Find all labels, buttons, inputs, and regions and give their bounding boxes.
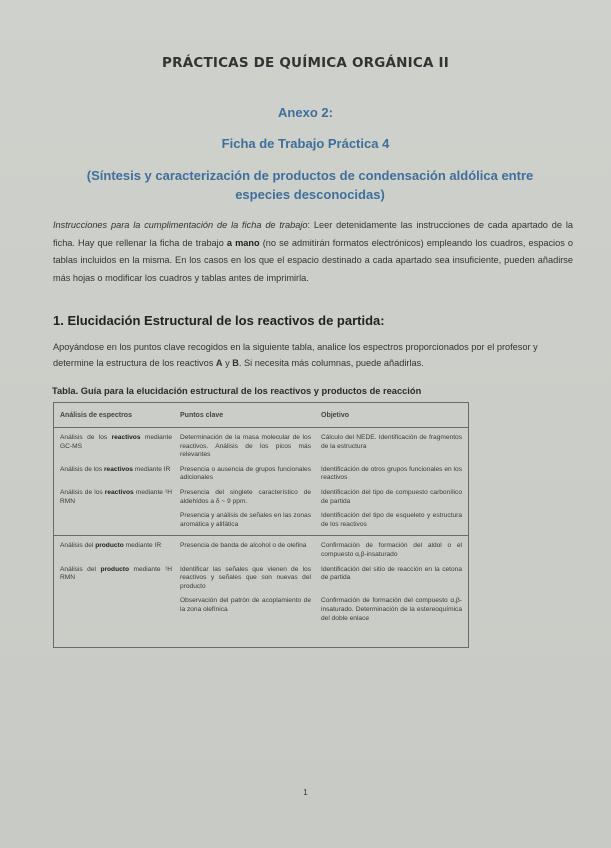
cell-objective: Identificación del tipo de esqueleto y estructura de los reactivos bbox=[321, 512, 462, 528]
section-1-text-1: Apoyándose en los puntos clave recogidos en la siguiente tabla, analice los espectros proporcionados por el profesor y determine la estructura de los reactivos bbox=[53, 342, 538, 368]
section-1-text-2: . Si necesita más columnas, puede añadirlas. bbox=[238, 357, 424, 368]
cell-key-point: Presencia de banda de alcohol o de olefina bbox=[180, 542, 307, 550]
cell-objective: Identificación del sitio de reacción en la cetona de partida bbox=[321, 565, 462, 582]
table-row bbox=[54, 434, 468, 460]
cell-analysis: Análisis del producto mediante ¹H RMN bbox=[60, 565, 173, 582]
table-row bbox=[54, 512, 468, 529]
table-body bbox=[54, 428, 468, 623]
cell-objective: Confirmación de formación del compuesto α,β-insaturado. Determinación de la estereoquímica del doble enlace bbox=[321, 597, 462, 622]
table-row bbox=[54, 566, 468, 592]
instructions-paragraph bbox=[53, 217, 573, 287]
reagent-b: B bbox=[232, 357, 239, 368]
cell-objective: Confirmación de formación del aldol o el compuesto α,β-insaturado bbox=[321, 542, 462, 558]
guide-table bbox=[53, 402, 469, 648]
section-1-title: 1. Elucidación Estructural de los reactivos de partida: bbox=[53, 313, 385, 328]
table-caption: Tabla. Guía para la elucidación estructural de los reactivos y productos de reacción bbox=[52, 386, 422, 396]
annex-heading: Anexo 2: bbox=[278, 105, 333, 120]
table-header bbox=[54, 403, 468, 428]
page-number: 1 bbox=[303, 788, 308, 797]
table-row bbox=[54, 466, 468, 483]
section-1-text bbox=[53, 340, 578, 371]
table-row bbox=[54, 489, 468, 506]
cell-key-point: Presencia del singlete característico de aldehídos a δ ~ 9 ppm. bbox=[180, 488, 311, 505]
cell-analysis bbox=[54, 512, 172, 529]
reagents-group bbox=[54, 428, 468, 529]
reagent-a: A bbox=[215, 357, 223, 368]
instructions-lead: Instrucciones para la cumplimentación de la ficha de trabajo bbox=[53, 220, 308, 230]
cell-analysis: Análisis de los reactivos mediante ¹H RMN bbox=[60, 488, 172, 505]
cell-key-point: Presencia o ausencia de grupos funcionales adicionales bbox=[180, 465, 311, 482]
instructions-text-2: (no se admitirán formatos electrónicos) empleando los cuadros, espacios o tablas incluidos en la misma. En los casos en los que el espacio destinado a cada apartado sea insuficiente, pueden añadirse más hojas o modificar los cuadros y tablas antes de imprimirla. bbox=[53, 237, 573, 283]
cell-analysis bbox=[54, 597, 172, 623]
header-objective: Objetivo bbox=[321, 411, 350, 419]
cell-objective: Cálculo del NEDE. Identificación de fragmentos de la estructura bbox=[321, 434, 462, 450]
worksheet-subtitle: (Síntesis y caracterización de productos de condensación aldólica entre especies desconocidas) bbox=[86, 168, 534, 202]
cell-key-point: Presencia y análisis de señales en las zonas aromática y alifática bbox=[180, 512, 311, 528]
cell-objective: Identificación de otros grupos funcionales en los reactivos bbox=[321, 465, 462, 482]
worksheet-title: Ficha de Trabajo Práctica 4 bbox=[221, 136, 390, 151]
section-1-and: y bbox=[222, 357, 233, 368]
cell-objective: Identificación del tipo de compuesto carbonílico de partida bbox=[321, 488, 462, 505]
table-row bbox=[54, 597, 468, 623]
cell-key-point: Identificar las señales que vienen de los reactivos y señales que son nuevas del producto bbox=[180, 565, 311, 590]
cell-analysis: Análisis de los reactivos mediante GC-MS bbox=[60, 434, 172, 450]
instructions-bold: a mano bbox=[226, 237, 260, 248]
cell-analysis: Análisis de los reactivos mediante IR bbox=[60, 465, 171, 473]
main-title: PRÁCTICAS DE QUÍMICA ORGÁNICA II bbox=[162, 55, 449, 71]
cell-key-point: Determinación de la masa molecular de los reactivos. Análisis de los picos más relevantes bbox=[180, 434, 311, 459]
cell-key-point: Observación del patrón de acoplamiento de la zona olefínica bbox=[180, 597, 311, 613]
product-group bbox=[54, 535, 468, 623]
cell-analysis: Análisis del producto mediante IR bbox=[60, 542, 162, 550]
header-spectra-analysis: Análisis de espectros bbox=[60, 411, 132, 419]
instructions-text-1: : Leer detenidamente las instrucciones de cada apartado de la ficha. Hay que rellenar la ficha de trabajo bbox=[53, 220, 573, 248]
table-row bbox=[54, 542, 468, 559]
header-key-points: Puntos clave bbox=[180, 411, 224, 419]
